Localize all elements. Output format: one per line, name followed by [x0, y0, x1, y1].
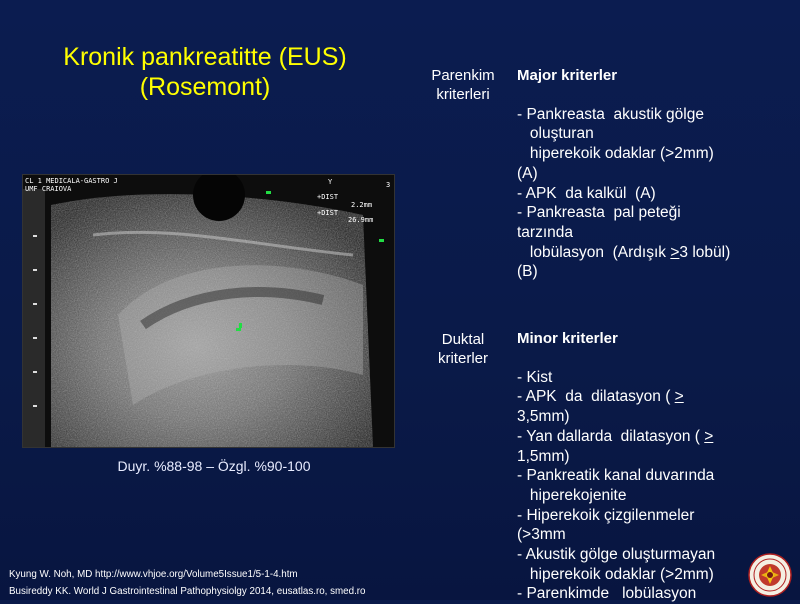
- image-overlay-dist-1: +DIST: [317, 193, 339, 201]
- major-line-6: - Pankreasta pal peteği: [517, 204, 681, 222]
- references: [9, 566, 366, 600]
- minor-criteria-block: [517, 329, 771, 604]
- minor-line-yan-value: 1,5mm): [517, 447, 570, 465]
- minor-line-yan: [517, 427, 771, 447]
- minor-line-cizgi-1: - Hiperekoik çizgilenmeler: [517, 506, 695, 524]
- duktal-label-line-1: Duktal: [441, 331, 485, 348]
- slide-title: [20, 42, 390, 102]
- parenkim-label-line-2: kriterleri: [436, 86, 490, 103]
- minor-line-apk-value: 3,5mm): [517, 408, 570, 426]
- image-overlay-dist-1-value: 2.2mm: [351, 201, 373, 209]
- parenkim-label: [420, 66, 506, 104]
- minor-line-yan-ge: >: [704, 427, 714, 445]
- minor-line-kanal-2: hiperekojenite: [517, 486, 627, 504]
- reference-line-1: Kyung W. Noh, MD http://www.vhjoe.org/Volume5Issue1/5-1-4.htm: [9, 569, 298, 580]
- major-line-4: (A): [517, 164, 538, 182]
- title-line-2: (Rosemont): [139, 73, 271, 101]
- minor-criteria-heading: Minor kriterler: [517, 330, 618, 347]
- major-line-8: [517, 243, 771, 263]
- major-line-2: oluşturan: [517, 125, 594, 143]
- minor-line-apk-ge: >: [674, 388, 684, 406]
- major-line-3: hiperekoik odaklar (>2mm): [517, 145, 714, 163]
- image-overlay-left-1: CL 1 MEDICALA-GASTRO J: [25, 177, 118, 185]
- minor-line-cizgi-2: (>3mm: [517, 526, 566, 544]
- image-overlay-3: 3: [386, 181, 391, 189]
- major-line-8-tail: 3 lobül): [679, 243, 731, 261]
- institution-seal-icon: [748, 553, 792, 597]
- minor-line-akustik-1: - Akustik gölge oluşturmayan: [517, 546, 716, 564]
- major-line-1: - Pankreasta akustik gölge: [517, 105, 704, 123]
- minor-line-apk-text: - APK da dilatasyon (: [517, 388, 675, 406]
- major-line-8-ge: >: [670, 243, 680, 261]
- minor-line-yan-text: - Yan dallarda dilatasyon (: [517, 427, 705, 445]
- image-overlay-dist-2: +DIST: [317, 209, 339, 217]
- reference-line-2: Busireddy KK. World J Gastrointestinal Pathophysiolgy 2014, eusatlas.ro, smed.ro: [9, 586, 366, 597]
- parenkim-label-line-1: Parenkim: [431, 67, 495, 84]
- major-criteria-block: [517, 66, 771, 282]
- duktal-label-line-2: kriterler: [437, 350, 488, 367]
- image-overlay-left-2: UMF CRAIOVA: [25, 185, 72, 193]
- eus-ultrasound-image: [22, 174, 395, 448]
- minor-line-lobulasyon: - Parenkimde lobülasyon: [517, 585, 697, 603]
- major-line-7: tarzında: [517, 223, 574, 241]
- major-line-9: (B): [517, 263, 538, 281]
- duktal-label: [420, 330, 506, 368]
- sensitivity-specificity-caption: Duyr. %88-98 – Özgl. %90-100: [117, 458, 311, 474]
- major-criteria-heading: Major kriterler: [517, 67, 618, 84]
- image-overlay-dist-2-value: 26.9mm: [348, 216, 374, 224]
- minor-line-kanal-1: - Pankreatik kanal duvarında: [517, 467, 715, 485]
- major-line-5: - APK da kalkül (A): [517, 184, 656, 202]
- minor-line-kist: - Kist: [517, 368, 553, 386]
- title-line-1: Kronik pankreatitte (EUS): [63, 43, 347, 71]
- minor-line-akustik-2: hiperekoik odaklar (>2mm): [517, 565, 714, 583]
- major-line-8-text: lobülasyon (Ardışık: [517, 243, 671, 261]
- image-overlay-y: Y: [328, 178, 333, 186]
- minor-line-apk: [517, 387, 771, 407]
